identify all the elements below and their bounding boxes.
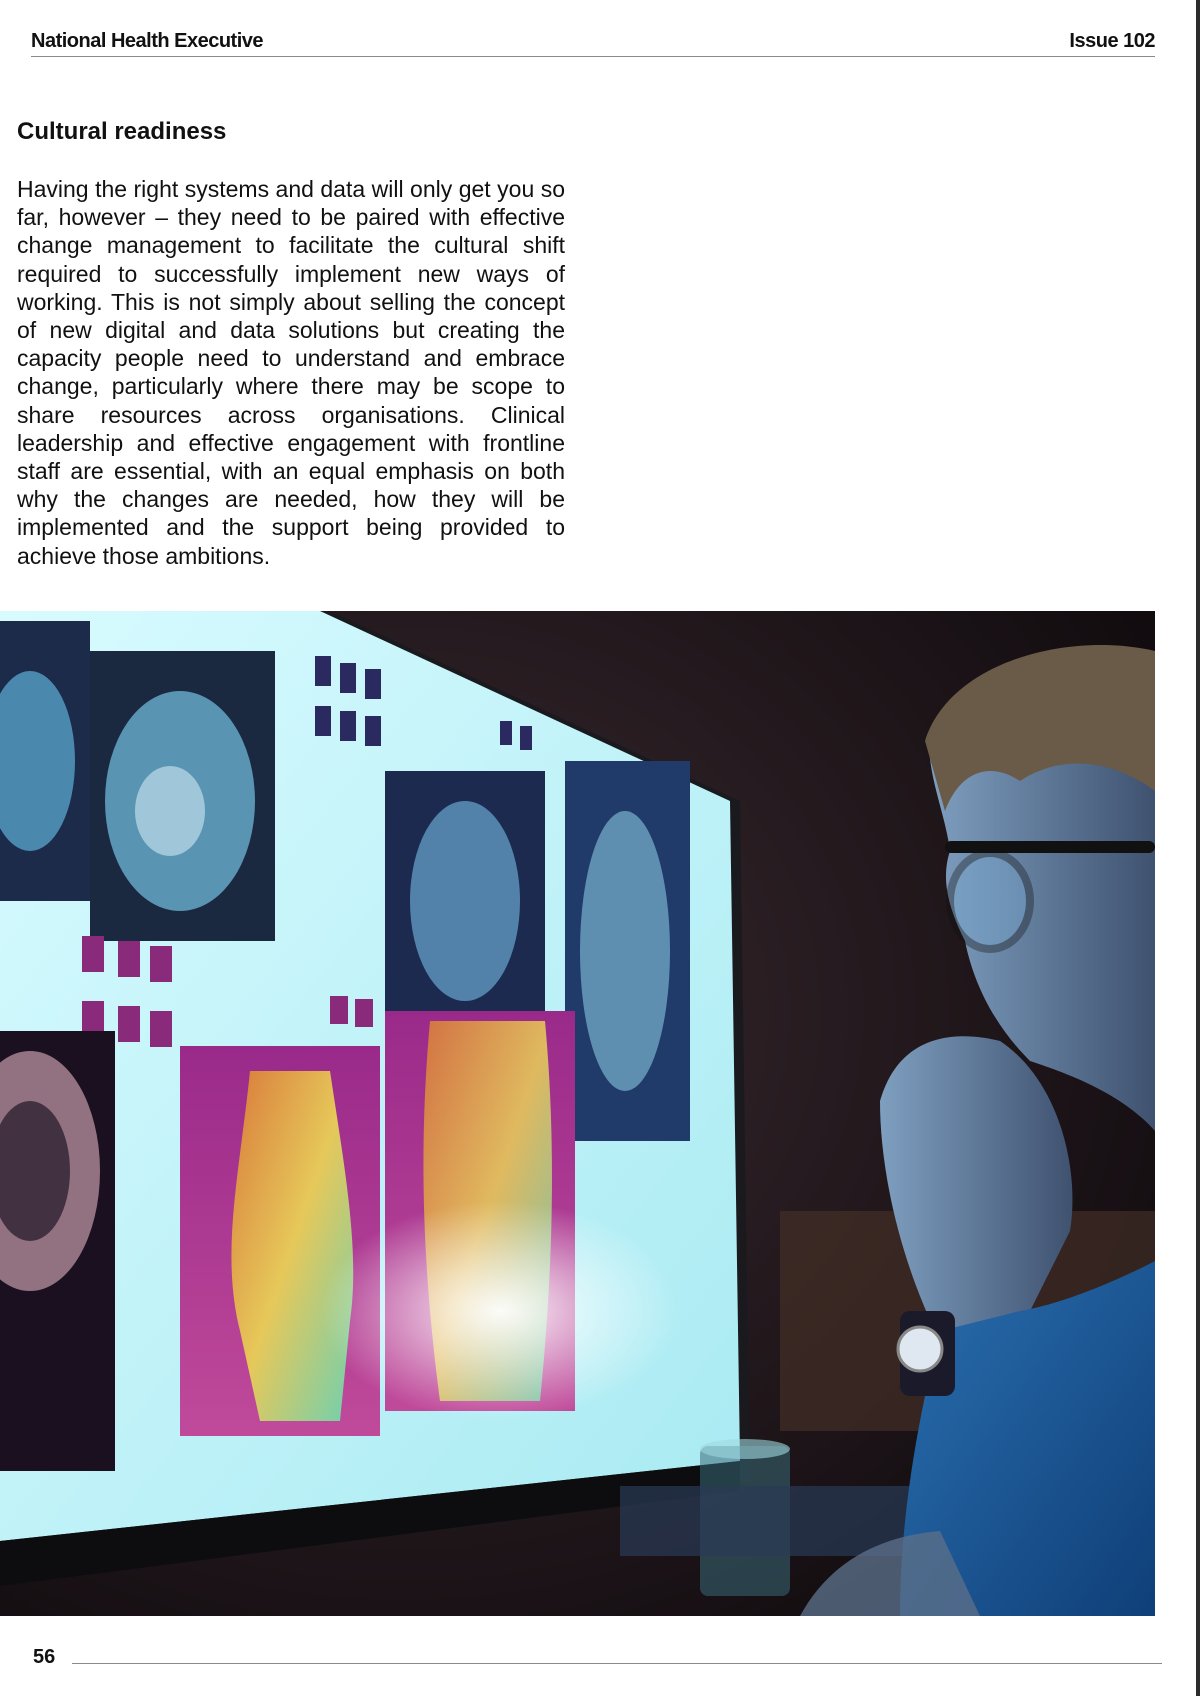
clinician-viewing-scans-photo [0,611,1155,1616]
page-header [31,28,1155,57]
section-heading: Cultural readiness [17,118,227,145]
page-edge-bar [1196,0,1200,1696]
publication-name: National Health Executive [31,30,264,52]
body-paragraph: Having the right systems and data will only get you so far, however – they need to be paired with effective change management to facilitate the cultural shift required to successfully implement new ways of working. This is not simply about selling the concept of new digital and data solutions but creating the capacity people need to understand and embrace change, particularly where there may be scope to share resources across organisations. Clinical leadership and effective engagement with frontline staff are essential, with an equal emphasis on both why the changes are needed, how they will be implemented and the support being provided to achieve those ambitions. [17,176,565,569]
page-number: 56 [33,1646,56,1668]
footer-rule [72,1663,1162,1664]
issue-number: Issue 102 [1069,30,1155,52]
